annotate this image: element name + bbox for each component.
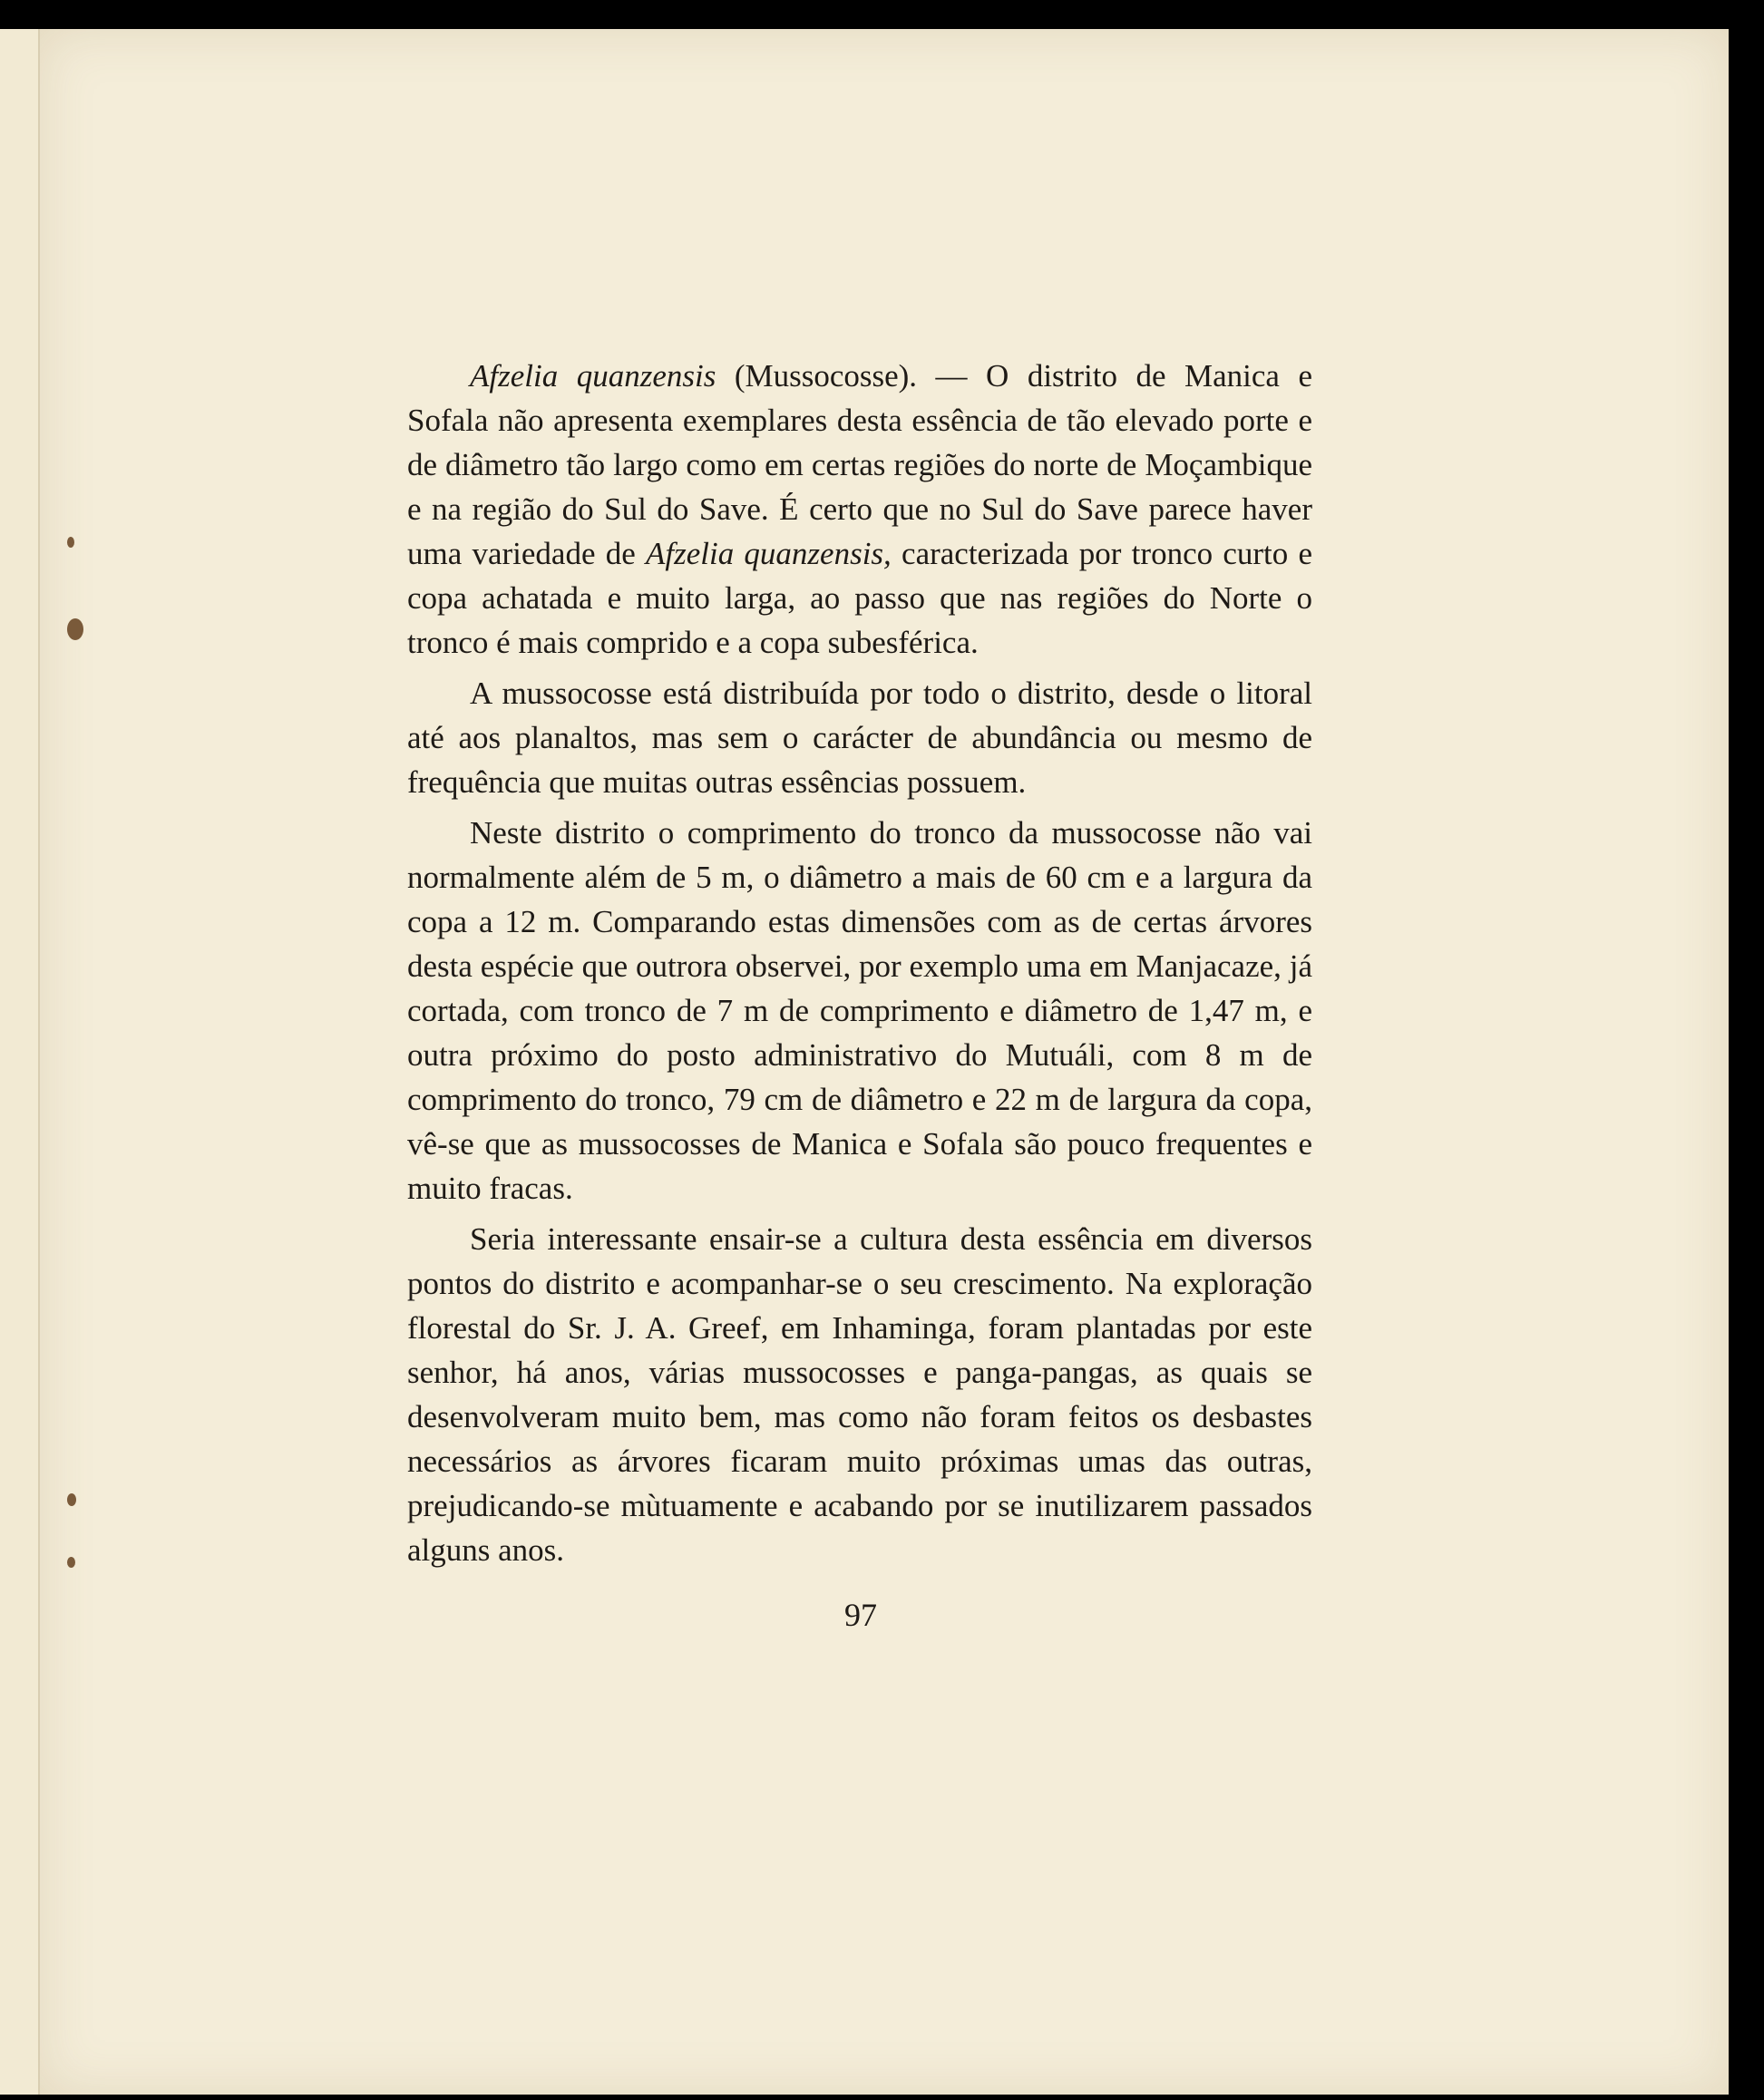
- species-name-italic: Afzelia quanzensis,: [646, 536, 892, 571]
- body-text: [407, 354, 1312, 1579]
- binding-spot: [67, 537, 74, 548]
- binding-spot: [67, 1493, 76, 1506]
- paragraph-dimensions: Neste distrito o comprimento do tronco da mussocosse não vai normalmente além de 5 m, o diâmetro a mais de 60 cm e a largura da copa a 12 m. Comparando estas dimensões com as de certas árvores desta espécie que outrora observei, por exemplo uma em Manjacaze, já cortada, com tronco de 7 m de comprimento e diâmetro de 1,47 m, e outra próximo do posto administrativo do Mutuáli, com 8 m de comprimento do tronco, 79 cm de diâmetro e 22 m de largura da copa, vê-se que as mussocosses de Manica e Sofala são pouco frequentes e muito fracas.: [407, 815, 1312, 1206]
- binding-spot: [67, 618, 83, 640]
- paragraph-cultivation: Seria interessante ensair-se a cultura desta essência em diversos pontos do distrito e acompanhar-se o seu crescimento. Na exploração florestal do Sr. J. A. Greef, em Inhaminga, foram plantadas por este senhor, há anos, várias mussocosses e panga-pangas, as quais se desenvolveram muito bem, mas como não foram feitos os desbastes necessários as árvores ficaram muito próximas umas das outras, prejudicando-se mùtuamente e acabando por se inutilizarem passados alguns anos.: [407, 1221, 1312, 1568]
- paragraph-afzelia: [407, 354, 1312, 665]
- paragraph-text: caracterizada por tronco curto e copa achatada e muito larga, ao passo que nas regiões do Norte o tronco é mais comprido e a copa subesférica.: [407, 536, 1313, 660]
- page-sheet: [40, 29, 1729, 2095]
- binding-edge: [0, 29, 40, 2095]
- paragraph-distribution: A mussocosse está distribuída por todo o distrito, desde o litoral até aos planaltos, mas sem o carácter de abundância ou mesmo de frequência que muitas outras essências possuem.: [407, 676, 1312, 800]
- species-name-italic: Afzelia quanzensis: [470, 358, 716, 394]
- page-number: 97: [844, 1597, 877, 1633]
- binding-spot: [67, 1557, 75, 1568]
- paragraph-text: (Mussocosse). — O distrito de Manica e Sofala não apresenta exemplares desta essência de tão elevado porte e de diâmetro tão largo como em certas regiões do norte de Moçambique e na região do Sul do Save. É certo que no Sul do Save parece haver uma variedade de: [407, 358, 1312, 571]
